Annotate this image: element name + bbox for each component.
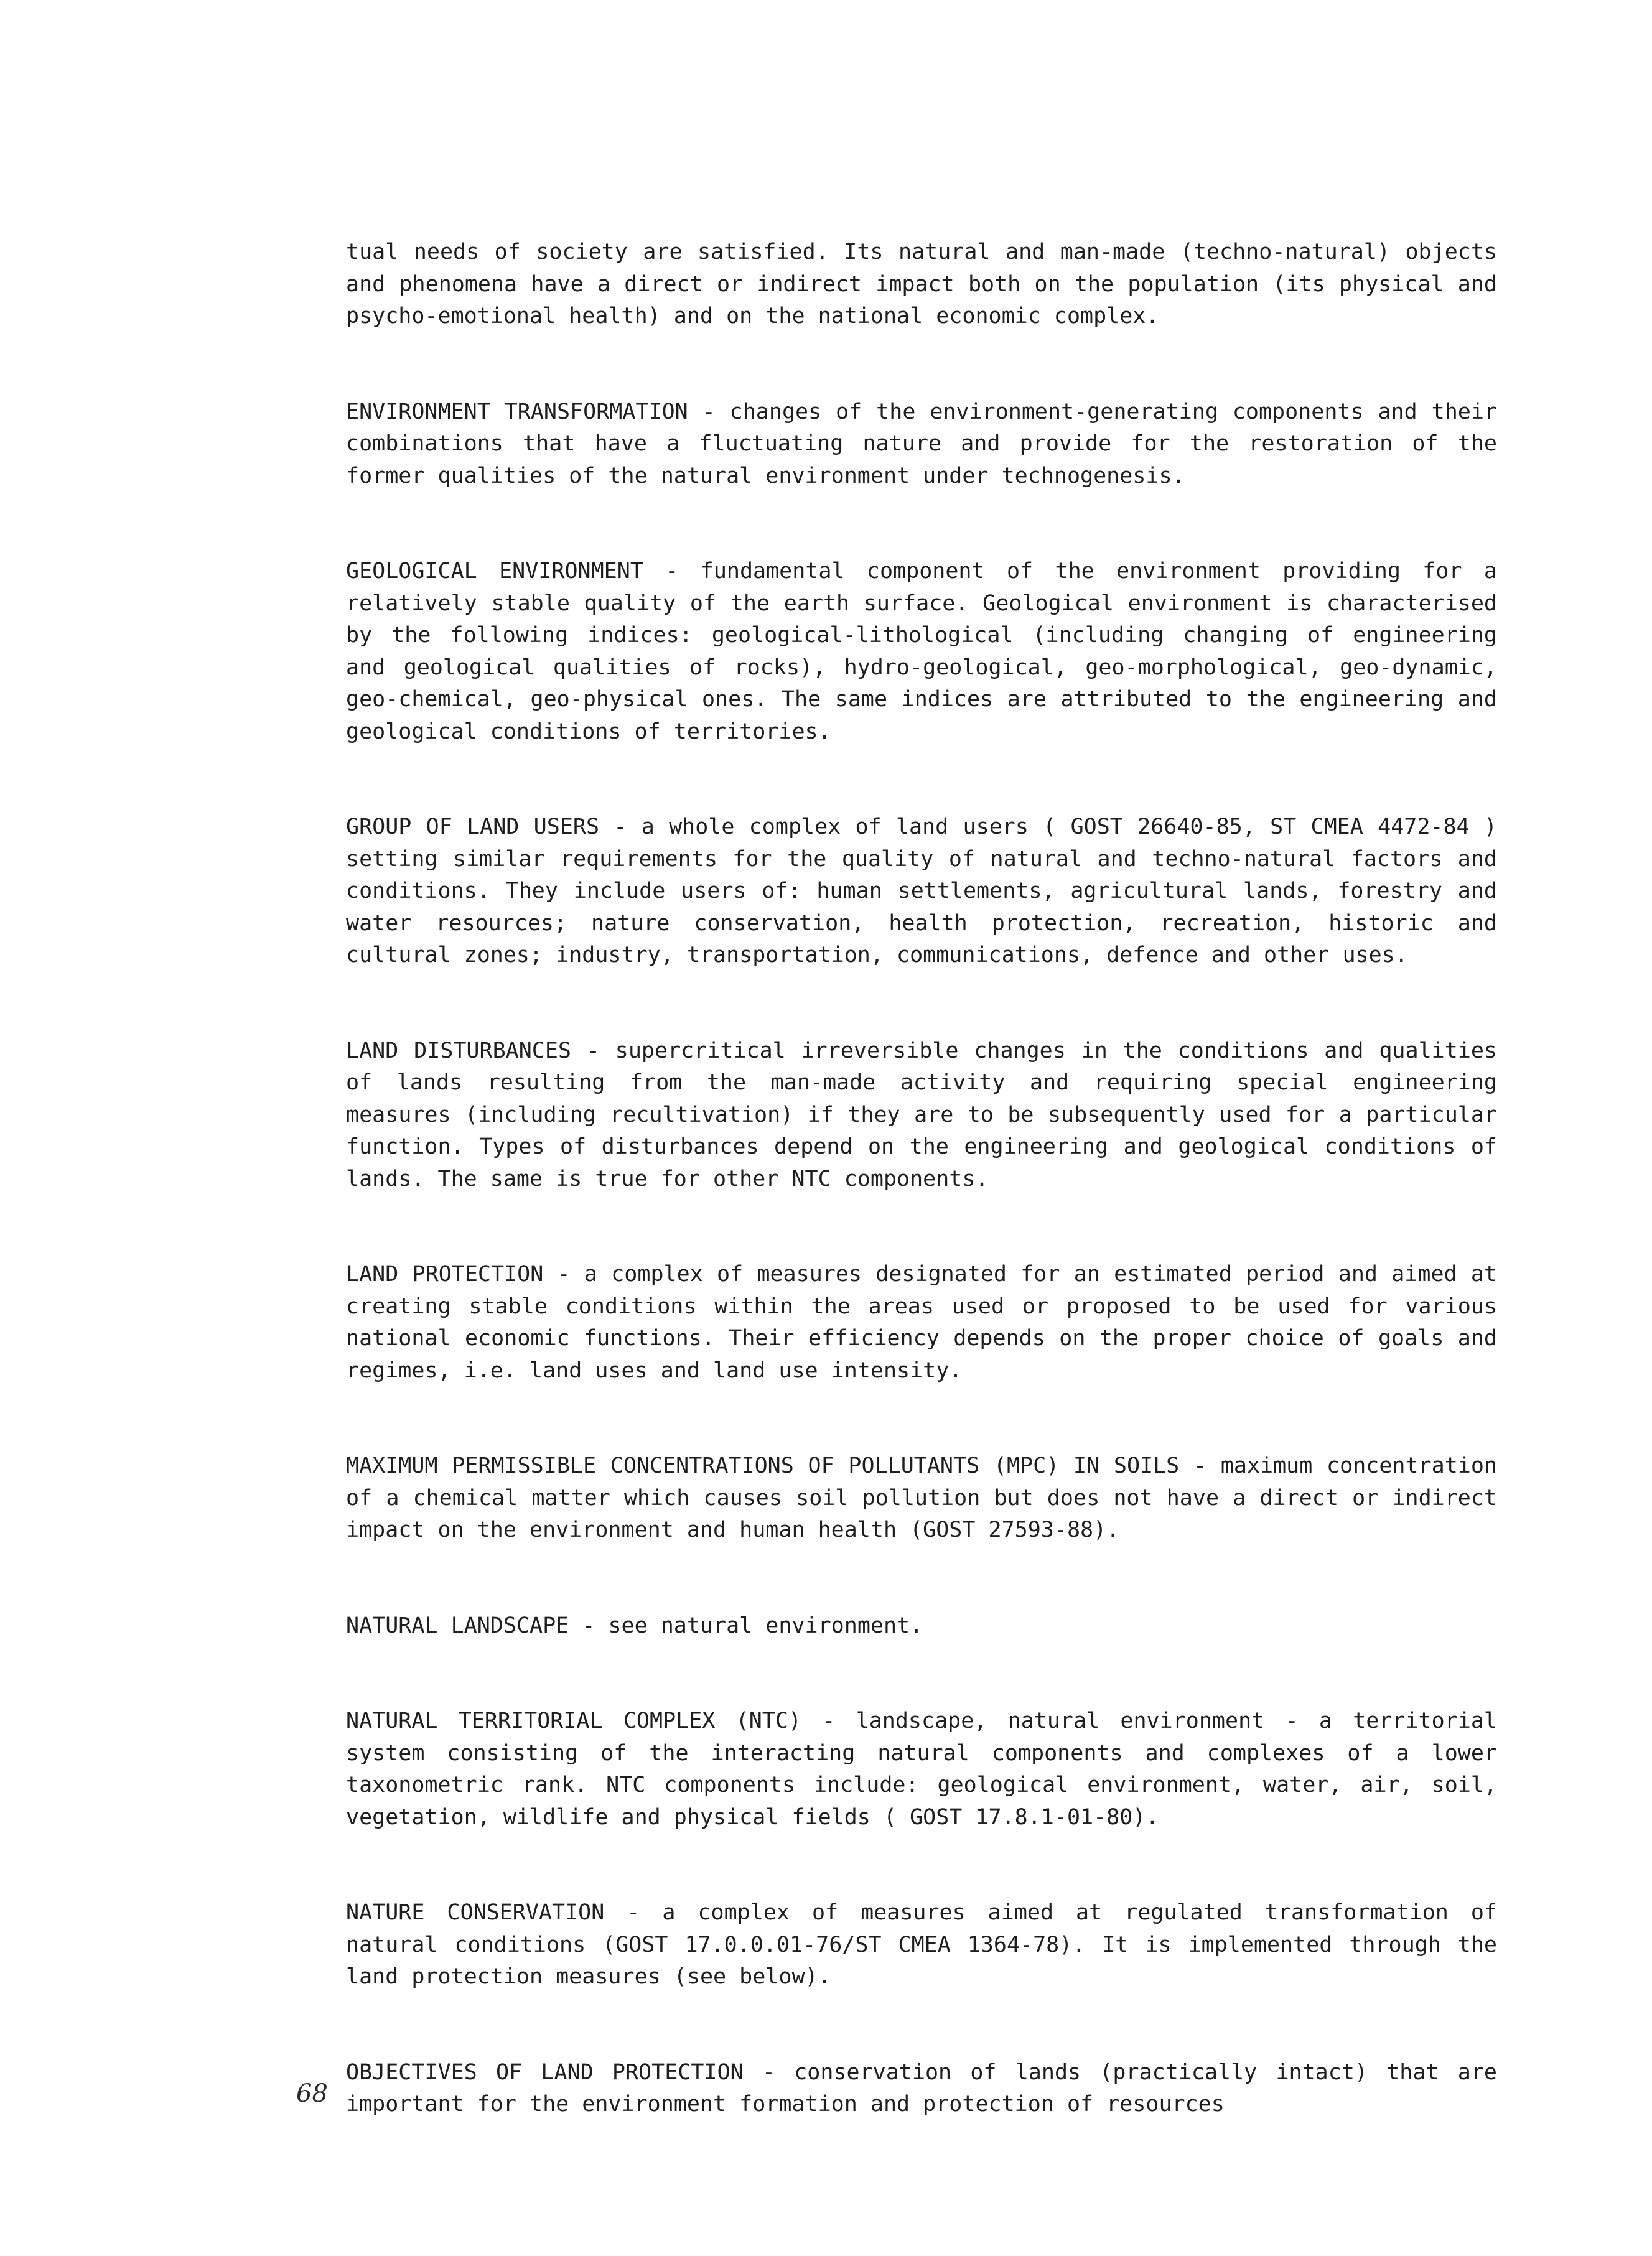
- entry-term: NATURAL LANDSCAPE: [346, 1613, 569, 1638]
- entry-term: LAND PROTECTION: [346, 1262, 544, 1287]
- entry-definition: - conservation of lands (practically intact) that are important for the environment formation and protection of resources: [346, 2059, 1497, 2117]
- page-number: 68: [296, 2079, 328, 2108]
- entry-term: ENVIRONMENT TRANSFORMATION: [346, 399, 688, 424]
- entry-definition: - a complex of measures aimed at regulated transformation of natural conditions (GOST 17.0.0.01-76/ST CMEA 1364-78). It is implemented through the land protection measures (see below).: [346, 1900, 1497, 1989]
- entry-definition: - see natural environment.: [569, 1613, 923, 1638]
- entry-objectives-of-land-protection: [346, 2057, 1497, 2121]
- entry-land-protection: [346, 1259, 1497, 1387]
- entry-natural-territorial-complex: [346, 1705, 1497, 1834]
- entry-land-disturbances: [346, 1035, 1497, 1196]
- entry-environment-transformation: [346, 396, 1497, 493]
- entry-term: MAXIMUM PERMISSIBLE CONCENTRATIONS OF POLLUTANTS (MPC) IN SOILS: [346, 1453, 1180, 1478]
- entry-definition: - a whole complex of land users ( GOST 26640-85, ST CMEA 4472-84 ) setting similar requirements for the quality of natural and techno-natural factors and conditions. They include users of: human settlements, agricultural lands, forestry and water resources; nature conservation, health protection, recreation, historic and cultural zones; industry, transportation, communications, defence and other uses.: [346, 814, 1497, 967]
- entry-definition: - maximum concentration of a chemical matter which causes soil pollution but does not have a direct or indirect impact on the environment and human health (GOST 27593-88).: [346, 1453, 1497, 1542]
- entry-definition: - changes of the environment-generating components and their combinations that have a fluctuating nature and provide for the restoration of the former qualities of the natural environment under technogenesis.: [346, 399, 1497, 488]
- entry-nature-conservation: [346, 1897, 1497, 1993]
- entry-natural-landscape: [346, 1610, 1497, 1643]
- entry-term: NATURE CONSERVATION: [346, 1900, 605, 1925]
- entry-term: NATURAL TERRITORIAL COMPLEX (NTC): [346, 1708, 801, 1733]
- entry-term: GEOLOGICAL ENVIRONMENT: [346, 559, 643, 584]
- entry-term: OBJECTIVES OF LAND PROTECTION: [346, 2059, 744, 2085]
- entry-definition: - supercritical irreversible changes in the conditions and qualities of lands resulting from the man-made activity and requiring special engineering measures (including recultivation) if they are to be subsequently used for a particular function. Types of disturbances depend on the engineering and geological conditions of lands. The same is true for other NTC components.: [346, 1038, 1497, 1191]
- entry-group-of-land-users: [346, 811, 1497, 972]
- paragraph-intro: [346, 236, 1497, 333]
- entry-mpc-in-soils: [346, 1450, 1497, 1547]
- entry-term: GROUP OF LAND USERS: [346, 814, 600, 839]
- entry-definition: - a complex of measures designated for an estimated period and aimed at creating stable conditions within the areas used or proposed to be used for various national economic functions. Their efficiency depends on the proper choice of goals and regimes, i.e. land uses and land use intensity.: [346, 1262, 1498, 1383]
- entry-term: LAND DISTURBANCES: [346, 1038, 572, 1063]
- entry-definition: - fundamental component of the environment providing for a relatively stable quality of the earth surface. Geological environment is characterised by the following indices: geological-lithological (including changing of engineering and geological qualities of rocks), hydro-geological, geo-morphological, geo-dynamic, geo-chemical, geo-physical ones. The same indices are attributed to the engineering and geological conditions of territories.: [346, 559, 1497, 744]
- entry-geological-environment: [346, 556, 1497, 748]
- entry-definition: - landscape, natural environment - a territorial system consisting of the interacting natural components and complexes of a lower taxonometric rank. NTC components include: geological environment, water, air, soil, vegetation, wildlife and physical fields ( GOST 17.8.1-01-80).: [346, 1708, 1497, 1830]
- paragraph-body: tual needs of society are satisfied. Its natural and man-made (techno-natural) objects and phenomena have a direct or indirect impact both on the population (its physical and psycho-emotional health) and on the national economic complex.: [346, 240, 1497, 329]
- text-column: [346, 236, 1497, 2184]
